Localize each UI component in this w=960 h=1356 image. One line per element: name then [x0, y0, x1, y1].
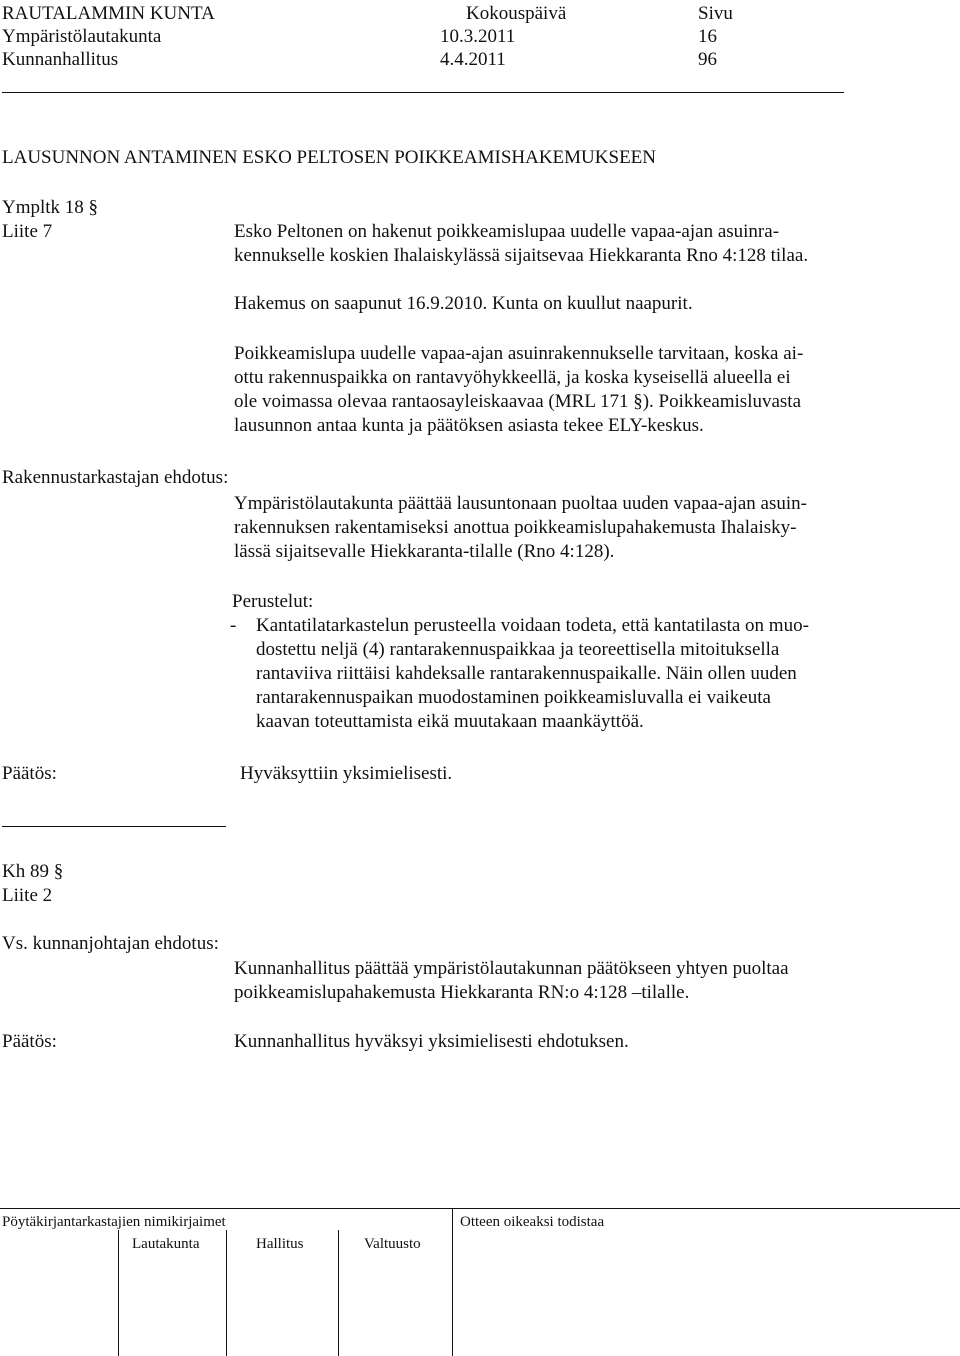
section1-paragraph-justification [234, 342, 803, 438]
paragraph-line: ole voimassa olevaa rantaosayleiskaavaa (MRL 171 §). Poikkeamisluvasta [234, 391, 802, 412]
paragraph-line: rakennuksen rakentamiseksi anottua poikkeamislupahakemusta Ihalaisky- [234, 517, 797, 538]
paragraph-line: rantaviiva riittäisi kahdeksalle rantarakennuspaikalle. Näin ollen uuden [256, 663, 797, 684]
footer-initials-divider-3 [118, 1230, 119, 1356]
manager-proposal-text [234, 957, 789, 1005]
footer-initials-divider-2 [226, 1230, 227, 1356]
section1-reference: Ympltk 18 § [2, 197, 99, 218]
section1-decision-label: Päätös: [2, 763, 57, 784]
grounds-text [256, 614, 809, 734]
section2-reference: Kh 89 § [2, 861, 64, 882]
footer-column-lautakunta: Lautakunta [132, 1236, 200, 1252]
paragraph-line: Kunnanhallitus päättää ympäristölautakunnan päätökseen yhtyen puoltaa [234, 958, 789, 979]
grounds-bullet: - [230, 615, 237, 636]
footer-initials-divider-1 [338, 1230, 339, 1356]
inspector-proposal-text [234, 492, 807, 564]
section1-attachment: Liite 7 [2, 221, 53, 242]
footer-column-hallitus: Hallitus [256, 1236, 304, 1252]
header-date-kunnanhallitus: 4.4.2011 [440, 49, 506, 70]
section1-paragraph-application [234, 220, 808, 268]
paragraph-line: Esko Peltonen on hakenut poikkeamislupaa uudelle vapaa-ajan asuinra- [234, 221, 780, 242]
meeting-date-label: Kokouspäivä [466, 3, 567, 24]
footer-certified-label: Otteen oikeaksi todistaa [460, 1214, 605, 1230]
grounds-label: Perustelut: [232, 591, 314, 612]
footer-column-divider [452, 1208, 453, 1356]
header-page-ymparistolautakunta: 16 [698, 26, 717, 47]
paragraph-line: Ympäristölautakunta päättää lausuntonaan puoltaa uuden vapaa-ajan asuin- [234, 493, 807, 514]
section2-decision-text: Kunnanhallitus hyväksyi yksimielisesti ehdotuksen. [234, 1031, 629, 1052]
header-date-ymparistolautakunta: 10.3.2011 [440, 26, 516, 47]
inspector-proposal-label: Rakennustarkastajan ehdotus: [2, 467, 229, 488]
header-page-kunnanhallitus: 96 [698, 49, 717, 70]
paragraph-line: lässä sijaitsevalle Hiekkaranta-tilalle (Rno 4:128). [234, 541, 615, 562]
municipality-name: RAUTALAMMIN KUNTA [2, 3, 215, 24]
header-body-ymparistolautakunta: Ympäristölautakunta [2, 26, 162, 47]
paragraph-line: dostettu neljä (4) rantarakennuspaikkaa ja teoreettisella mitoituksella [256, 639, 780, 660]
header-body-kunnanhallitus: Kunnanhallitus [2, 49, 119, 70]
paragraph-line: rantarakennuspaikan muodostaminen poikkeamisluvalla ei vaikeuta [256, 687, 771, 708]
paragraph-line: lausunnon antaa kunta ja päätöksen asiasta tekee ELY-keskus. [234, 415, 704, 436]
manager-proposal-label: Vs. kunnanjohtajan ehdotus: [2, 933, 219, 954]
header-divider [2, 92, 844, 93]
section2-decision-label: Päätös: [2, 1031, 57, 1052]
footer-top-rule [0, 1208, 960, 1209]
document-title: LAUSUNNON ANTAMINEN ESKO PELTOSEN POIKKEAMISHAKEMUKSEEN [2, 147, 656, 168]
page-label: Sivu [698, 3, 733, 24]
section2-attachment: Liite 2 [2, 885, 53, 906]
paragraph-line: Poikkeamislupa uudelle vapaa-ajan asuinrakennukselle tarvitaan, koska ai- [234, 343, 804, 364]
section1-paragraph-received: Hakemus on saapunut 16.9.2010. Kunta on kuullut naapurit. [234, 293, 693, 314]
paragraph-line: kennukselle koskien Ihalaiskylässä sijaitsevaa Hiekkaranta Rno 4:128 tilaa. [234, 245, 809, 266]
paragraph-line: ottu rakennuspaikka on rantavyöhykkeellä, ja koska kyseisellä alueella ei [234, 367, 791, 388]
section1-decision-text: Hyväksyttiin yksimielisesti. [240, 763, 453, 784]
paragraph-line: kaavan toteuttamista eikä muutakaan maankäyttöä. [256, 711, 644, 732]
footer-column-valtuusto: Valtuusto [364, 1236, 421, 1252]
section-divider [2, 826, 226, 827]
footer-initials-label: Pöytäkirjantarkastajien nimikirjaimet [2, 1214, 226, 1230]
paragraph-line: Kantatilatarkastelun perusteella voidaan todeta, että kantatilasta on muo- [256, 615, 809, 636]
paragraph-line: poikkeamislupahakemusta Hiekkaranta RN:o 4:128 –tilalle. [234, 982, 690, 1003]
